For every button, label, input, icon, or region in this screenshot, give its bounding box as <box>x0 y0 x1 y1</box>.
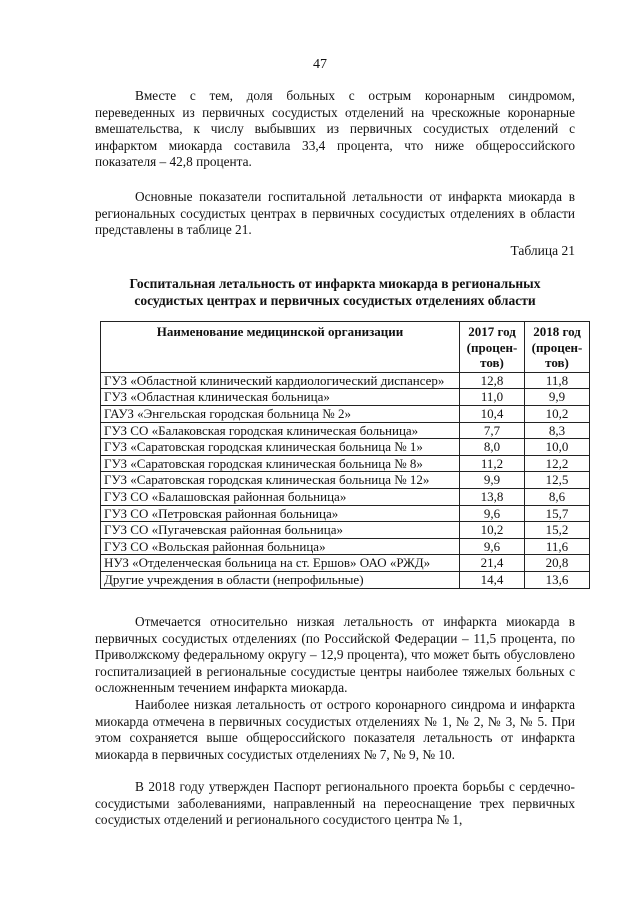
table-row <box>101 488 590 505</box>
value-2018: 15,2 <box>525 522 590 539</box>
organization-name: ГУЗ СО «Вольская районная больница» <box>101 538 460 555</box>
table-row <box>101 389 590 406</box>
table-row <box>101 455 590 472</box>
value-2017: 14,4 <box>460 571 525 588</box>
table-row <box>101 538 590 555</box>
page-number: 47 <box>313 57 327 72</box>
organization-name: ГУЗ «Саратовская городская клиническая больница № 1» <box>101 439 460 456</box>
value-2017: 11,2 <box>460 455 525 472</box>
paragraph-regional-project: В 2018 году утвержден Паспорт регионального проекта борьбы с сердечно-сосудистыми заболеваниями, направленный на переоснащение трех первичных сосудистых отделений и регионального сосудистого центра № 1, <box>95 779 575 828</box>
column-header-organization: Наименование медицинской организации <box>101 322 460 373</box>
column-header-2018: 2018 год (процен-тов) <box>525 322 590 373</box>
value-2018: 11,6 <box>525 538 590 555</box>
value-2018: 9,9 <box>525 389 590 406</box>
organization-name: ГУЗ СО «Петровская районная больница» <box>101 505 460 522</box>
table-row <box>101 522 590 539</box>
value-2017: 9,6 <box>460 538 525 555</box>
value-2017: 9,6 <box>460 505 525 522</box>
table-row <box>101 505 590 522</box>
value-2018: 13,6 <box>525 571 590 588</box>
table-row <box>101 571 590 588</box>
organization-name: НУЗ «Отделенческая больница на ст. Ершов» ОАО «РЖД» <box>101 555 460 572</box>
organization-name: ГУЗ «Саратовская городская клиническая больница № 8» <box>101 455 460 472</box>
organization-name: ГАУЗ «Энгельская городская больница № 2» <box>101 405 460 422</box>
organization-name: ГУЗ СО «Пугачевская районная больница» <box>101 522 460 539</box>
value-2018: 20,8 <box>525 555 590 572</box>
value-2018: 8,6 <box>525 488 590 505</box>
value-2018: 12,2 <box>525 455 590 472</box>
mortality-table <box>100 321 590 589</box>
value-2018: 10,0 <box>525 439 590 456</box>
organization-name: ГУЗ «Областная клиническая больница» <box>101 389 460 406</box>
table-header-row <box>101 322 590 373</box>
paragraph-low-mortality: Отмечается относительно низкая летальность от инфаркта миокарда в первичных сосудистых отделениях (по Российской Федерации – 11,5 процента, по Приволжскому федеральному округу – 12,9 процента), что может быть обусловлено госпитализацией в региональные сосудистые центры наиболее тяжелых больных с осложненным течением инфаркта миокарда. <box>95 614 575 696</box>
organization-name: ГУЗ СО «Балашовская районная больница» <box>101 488 460 505</box>
table-row <box>101 555 590 572</box>
value-2017: 8,0 <box>460 439 525 456</box>
table-row <box>101 439 590 456</box>
table-title: Госпитальная летальность от инфаркта миокарда в региональных сосудистых центрах и первичных сосудистых отделениях области <box>129 276 541 308</box>
table-row <box>101 472 590 489</box>
value-2018: 8,3 <box>525 422 590 439</box>
paragraph-pci-share: Вместе с тем, доля больных с острым коронарным синдромом, переведенных из первичных сосудистых отделений на чрескожные коронарные вмешательства, к числу выбывших из первичных сосудистых отделений с инфарктом миокарда составила 33,4 процента, что ниже общероссийского показателя – 42,8 процента. <box>95 88 575 170</box>
paragraph-table-intro: Основные показатели госпитальной летальности от инфаркта миокарда в региональных сосудистых центрах в первичных сосудистых отделениях в области представлены в таблице 21. <box>95 189 575 238</box>
column-header-2017: 2017 год (процен-тов) <box>460 322 525 373</box>
value-2017: 12,8 <box>460 372 525 389</box>
value-2018: 15,7 <box>525 505 590 522</box>
value-2017: 13,8 <box>460 488 525 505</box>
value-2017: 7,7 <box>460 422 525 439</box>
value-2017: 10,2 <box>460 522 525 539</box>
organization-name: Другие учреждения в области (непрофильные) <box>101 571 460 588</box>
organization-name: ГУЗ СО «Балаковская городская клиническая больница» <box>101 422 460 439</box>
table-caption: Таблица 21 <box>510 243 575 258</box>
value-2018: 12,5 <box>525 472 590 489</box>
value-2017: 10,4 <box>460 405 525 422</box>
table-row <box>101 422 590 439</box>
value-2017: 21,4 <box>460 555 525 572</box>
value-2017: 11,0 <box>460 389 525 406</box>
organization-name: ГУЗ «Саратовская городская клиническая больница № 12» <box>101 472 460 489</box>
value-2018: 10,2 <box>525 405 590 422</box>
organization-name: ГУЗ «Областной клинический кардиологический диспансер» <box>101 372 460 389</box>
value-2017: 9,9 <box>460 472 525 489</box>
value-2018: 11,8 <box>525 372 590 389</box>
table-row <box>101 372 590 389</box>
paragraph-lowest-mortality: Наиболее низкая летальность от острого коронарного синдрома и инфаркта миокарда отмечена в первичных сосудистых отделениях № 1, № 2, № 3, № 5. При этом сохраняется выше общероссийского показателя летальность от инфаркта миокарда в первичных сосудистых отделениях № 7, № 9, № 10. <box>95 697 575 762</box>
table-row <box>101 405 590 422</box>
